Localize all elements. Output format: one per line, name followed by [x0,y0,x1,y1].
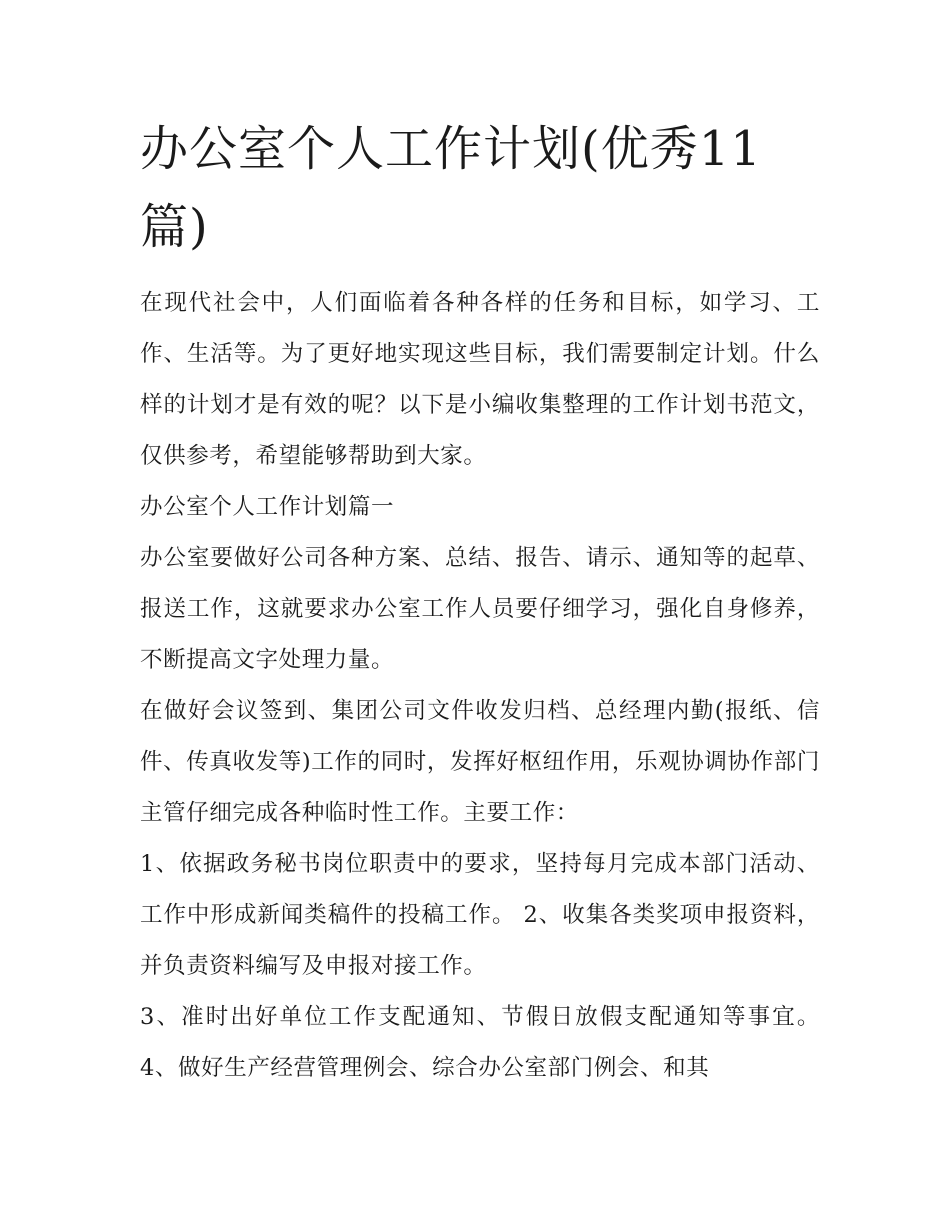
paragraph: 办公室要做好公司各种方案、总结、报告、请示、通知等的起草、报送工作，这就要求办公室工作人员要仔细学习，强化自身修养，不断提高文字处理力量。 [140,545,820,673]
document-title: 办公室个人工作计划(优秀11篇) [140,121,762,255]
paragraph: 1、依据政务秘书岗位职责中的要求，坚持每月完成本部门活动、工作中形成新闻类稿件的投稿工作。 2、收集各类奖项申报资料，并负责资料编写及申报对接工作。 [140,851,820,979]
paragraph: 3、准时出好单位工作支配通知、节假日放假支配通知等事宜。 4、做好生产经营管理例会、综合办公室部门例会、和其 [140,1004,820,1081]
paragraph: 在做好会议签到、集团公司文件收发归档、总经理内勤(报纸、信件、传真收发等)工作的同时，发挥好枢纽作用，乐观协调协作部门主管仔细完成各种临时性工作。主要工作： [140,698,820,826]
document-page [140,110,820,1094]
document-body [140,278,820,1094]
section-heading: 办公室个人工作计划篇一 [140,494,395,520]
paragraph-intro: 在现代社会中，人们面临着各种各样的任务和目标，如学习、工作、生活等。为了更好地实现这些目标，我们需要制定计划。什么样的计划才是有效的呢？以下是小编收集整理的工作计划书范文，仅供参考，希望能够帮助到大家。 [140,290,820,469]
